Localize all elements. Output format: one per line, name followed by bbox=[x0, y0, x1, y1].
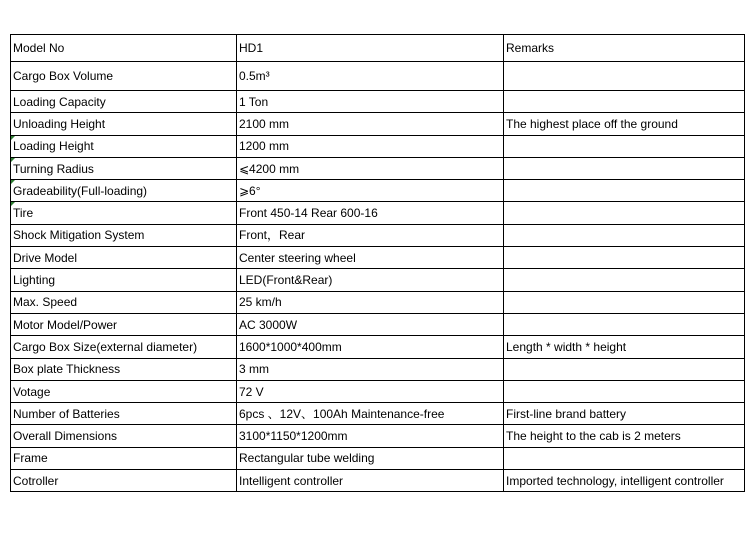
row-label-cell: Drive Model bbox=[11, 247, 237, 269]
header-label-cell: Model No bbox=[11, 35, 237, 62]
row-value-cell: 3 mm bbox=[237, 358, 504, 380]
row-label-cell: Overall Dimensions bbox=[11, 425, 237, 447]
row-value-cell: ⩽4200 mm bbox=[237, 157, 504, 179]
table-header-row bbox=[11, 35, 745, 62]
row-label-cell: Unloading Height bbox=[11, 113, 237, 135]
row-remark-cell bbox=[504, 224, 745, 246]
row-value-cell: LED(Front&Rear) bbox=[237, 269, 504, 291]
row-value-cell: ⩾6° bbox=[237, 180, 504, 202]
row-remark-cell bbox=[504, 269, 745, 291]
row-label-cell: Gradeability(Full-loading) bbox=[11, 180, 237, 202]
table-row bbox=[11, 380, 745, 402]
row-label-cell: Loading Height bbox=[11, 135, 237, 157]
header-remark-cell: Remarks bbox=[504, 35, 745, 62]
row-label-cell: Shock Mitigation System bbox=[11, 224, 237, 246]
table-row bbox=[11, 180, 745, 202]
spec-table bbox=[10, 34, 745, 492]
row-label-cell: Frame bbox=[11, 447, 237, 469]
row-remark-cell: The height to the cab is 2 meters bbox=[504, 425, 745, 447]
table-row bbox=[11, 91, 745, 113]
table-row bbox=[11, 470, 745, 492]
row-label-cell: Number of Batteries bbox=[11, 403, 237, 425]
row-label-cell: Tire bbox=[11, 202, 237, 224]
row-remark-cell bbox=[504, 180, 745, 202]
row-remark-cell bbox=[504, 358, 745, 380]
row-value-cell: Front 450-14 Rear 600-16 bbox=[237, 202, 504, 224]
table-row bbox=[11, 425, 745, 447]
row-remark-cell bbox=[504, 291, 745, 313]
row-remark-cell: The highest place off the ground bbox=[504, 113, 745, 135]
row-label-cell: Lighting bbox=[11, 269, 237, 291]
table-row bbox=[11, 247, 745, 269]
row-remark-cell bbox=[504, 447, 745, 469]
table-row bbox=[11, 358, 745, 380]
table-row bbox=[11, 135, 745, 157]
table-row bbox=[11, 202, 745, 224]
row-value-cell: 72 V bbox=[237, 380, 504, 402]
spec-table-body bbox=[11, 35, 745, 492]
row-remark-cell bbox=[504, 380, 745, 402]
row-remark-cell bbox=[504, 157, 745, 179]
row-remark-cell bbox=[504, 135, 745, 157]
row-label-cell: Cargo Box Size(external diameter) bbox=[11, 336, 237, 358]
row-label-cell: Turning Radius bbox=[11, 157, 237, 179]
row-value-cell: 6pcs 、12V、100Ah Maintenance-free bbox=[237, 403, 504, 425]
row-label-cell: Box plate Thickness bbox=[11, 358, 237, 380]
row-value-cell: Front，Rear bbox=[237, 224, 504, 246]
row-value-cell: 1200 mm bbox=[237, 135, 504, 157]
row-label-cell: Max. Speed bbox=[11, 291, 237, 313]
row-remark-cell: First-line brand battery bbox=[504, 403, 745, 425]
row-label-cell: Motor Model/Power bbox=[11, 313, 237, 335]
row-value-cell: 3100*1150*1200mm bbox=[237, 425, 504, 447]
table-row bbox=[11, 269, 745, 291]
table-row bbox=[11, 313, 745, 335]
row-remark-cell: Length * width * height bbox=[504, 336, 745, 358]
row-remark-cell bbox=[504, 62, 745, 91]
table-row bbox=[11, 62, 745, 91]
table-row bbox=[11, 447, 745, 469]
table-row bbox=[11, 291, 745, 313]
table-row bbox=[11, 403, 745, 425]
row-label-cell: Cargo Box Volume bbox=[11, 62, 237, 91]
row-value-cell: Intelligent controller bbox=[237, 470, 504, 492]
header-value-cell: HD1 bbox=[237, 35, 504, 62]
row-value-cell: Center steering wheel bbox=[237, 247, 504, 269]
row-value-cell: 2100 mm bbox=[237, 113, 504, 135]
row-value-cell: 0.5m³ bbox=[237, 62, 504, 91]
row-label-cell: Loading Capacity bbox=[11, 91, 237, 113]
row-label-cell: Votage bbox=[11, 380, 237, 402]
row-value-cell: Rectangular tube welding bbox=[237, 447, 504, 469]
row-remark-cell bbox=[504, 202, 745, 224]
row-label-cell: Cotroller bbox=[11, 470, 237, 492]
table-row bbox=[11, 113, 745, 135]
row-remark-cell bbox=[504, 247, 745, 269]
table-row bbox=[11, 336, 745, 358]
table-row bbox=[11, 157, 745, 179]
row-value-cell: 1600*1000*400mm bbox=[237, 336, 504, 358]
table-row bbox=[11, 224, 745, 246]
row-value-cell: 25 km/h bbox=[237, 291, 504, 313]
row-remark-cell bbox=[504, 313, 745, 335]
row-remark-cell: Imported technology, intelligent controller bbox=[504, 470, 745, 492]
row-value-cell: AC 3000W bbox=[237, 313, 504, 335]
row-remark-cell bbox=[504, 91, 745, 113]
row-value-cell: 1 Ton bbox=[237, 91, 504, 113]
